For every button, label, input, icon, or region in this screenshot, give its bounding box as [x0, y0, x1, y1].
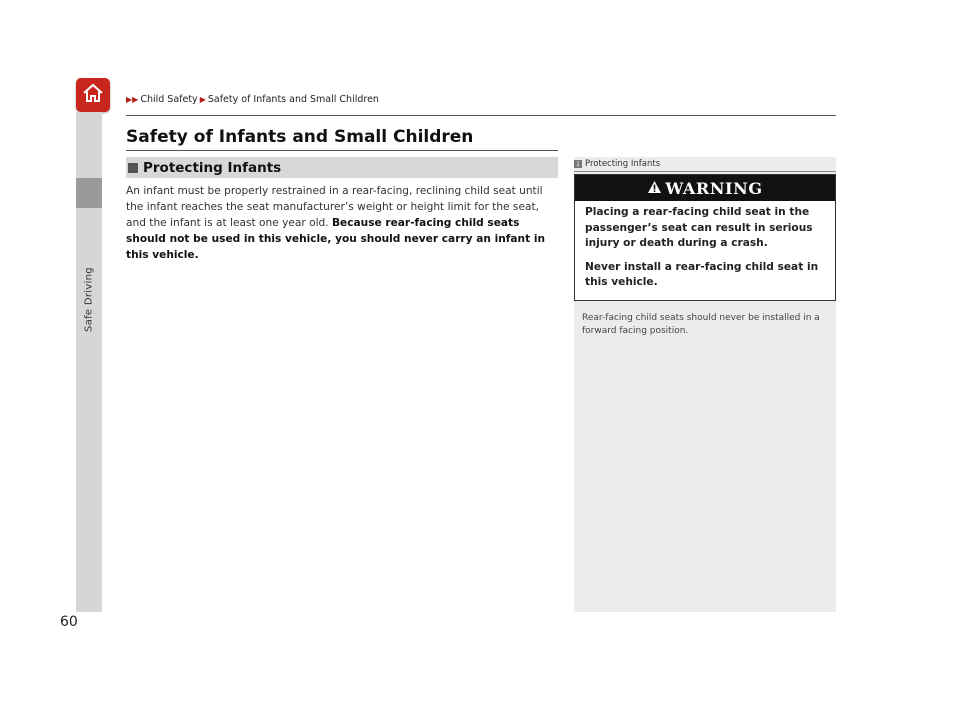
- breadcrumb-item[interactable]: Safety of Infants and Small Children: [207, 94, 379, 105]
- warning-text: [575, 201, 835, 291]
- home-icon: [81, 82, 105, 108]
- title-divider: [126, 150, 558, 151]
- square-bullet-icon: [128, 163, 138, 173]
- warning-header: [575, 175, 835, 201]
- section-title: Protecting Infants: [143, 159, 282, 176]
- page-number: 60: [60, 614, 78, 630]
- side-index-tab-active[interactable]: [76, 178, 102, 208]
- section-heading: [126, 157, 558, 178]
- warning-label: WARNING: [665, 178, 763, 198]
- warning-line: Placing a rear-facing child seat in the passenger’s seat can result in serious injury or death during a crash.: [585, 206, 813, 249]
- home-button[interactable]: [76, 78, 110, 112]
- warning-triangle-icon: [647, 179, 662, 198]
- sidebar-note-heading: [574, 157, 836, 172]
- breadcrumb-item[interactable]: Child Safety: [140, 94, 198, 105]
- warning-line: Never install a rear-facing child seat in this vehicle.: [585, 260, 819, 288]
- sidebar-note-title: Protecting Infants: [585, 159, 661, 169]
- warning-box: [574, 174, 836, 301]
- breadcrumb: [126, 94, 379, 105]
- body-text-normal: An infant must be properly restrained in a rear-facing, reclining child seat until the infant reaches the seat manufacturer’s weight or height limit for the seat, and the infant is at least one year old.: [126, 185, 543, 229]
- note-marker-icon: 1: [574, 160, 582, 168]
- breadcrumb-arrow-icon: ▶: [199, 95, 206, 104]
- sidebar-note-text: Rear-facing child seats should never be installed in a forward facing position.: [582, 313, 820, 336]
- breadcrumb-arrow-icon: ▶▶: [126, 95, 139, 104]
- page-title: Safety of Infants and Small Children: [126, 127, 474, 147]
- header-divider: [126, 115, 836, 116]
- body-text-bold: Because rear-facing child seats should not be used in this vehicle, you should never carry an infant in this vehicle.: [126, 217, 546, 261]
- section-body: [126, 183, 556, 263]
- side-index-label: Safe Driving: [83, 267, 95, 332]
